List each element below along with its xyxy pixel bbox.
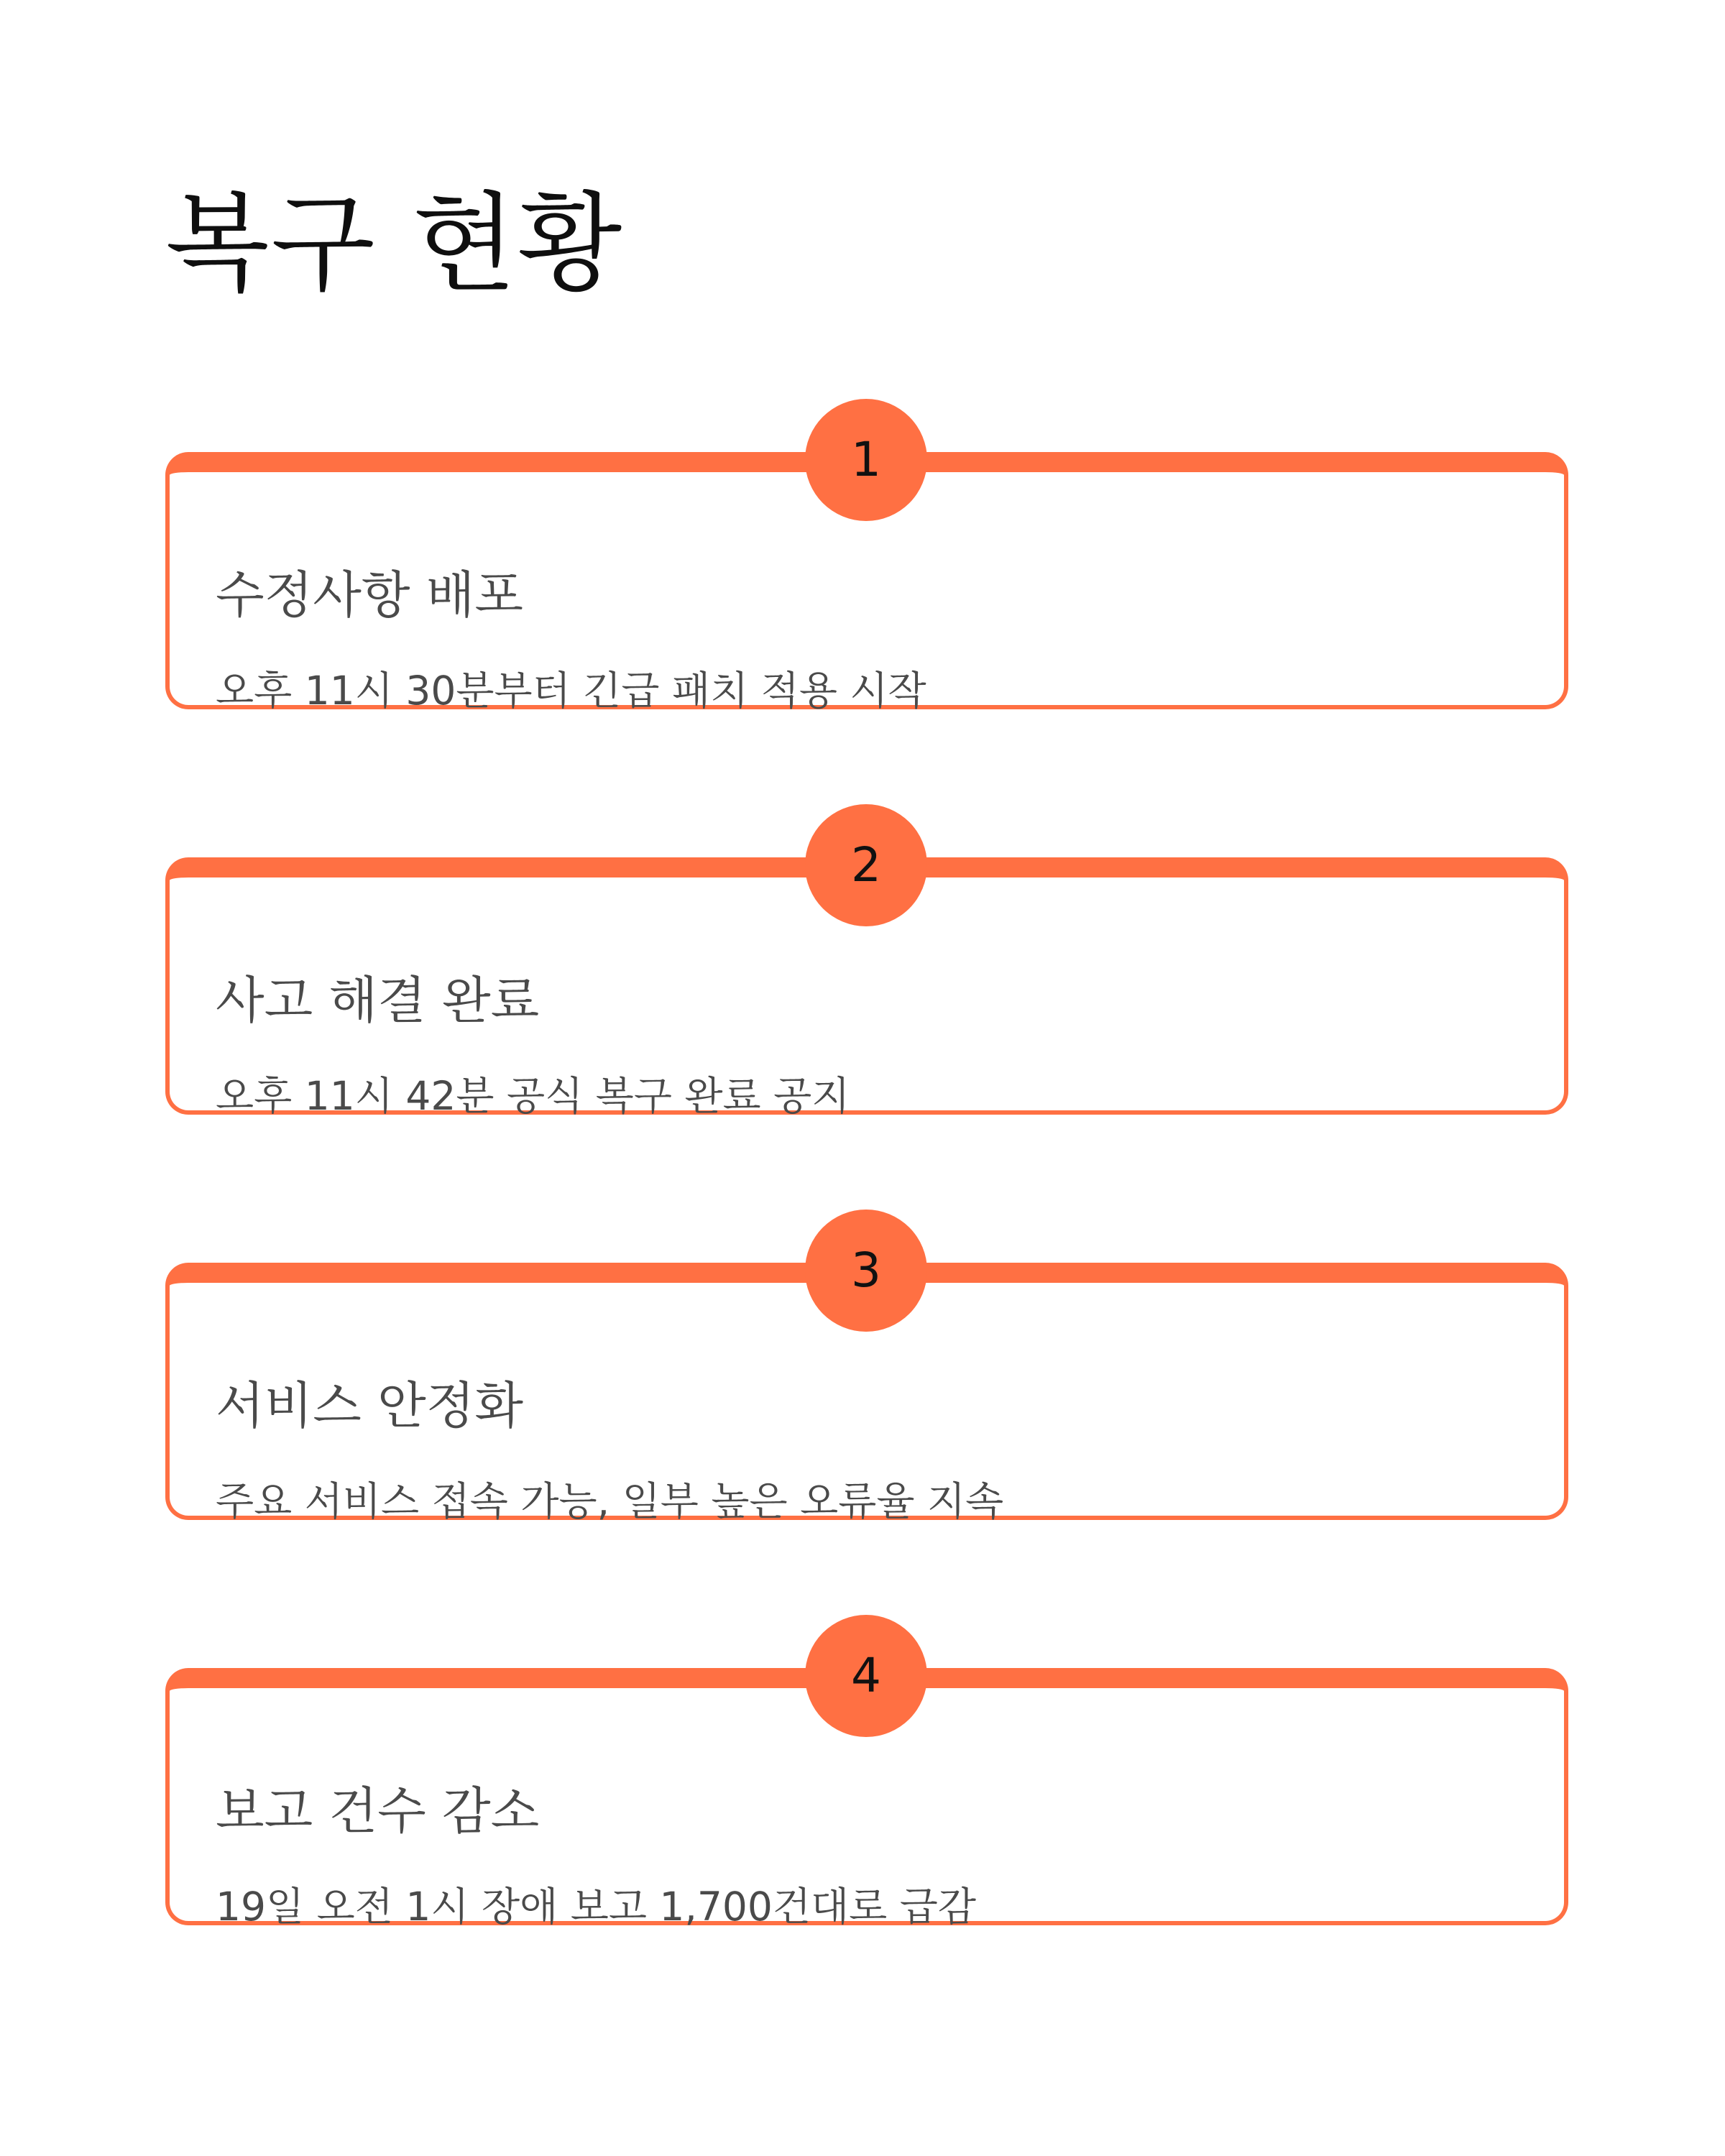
step-description-2: 오후 11시 42분 공식 복구 완료 공지	[216, 1073, 850, 1119]
recovery-step-list	[165, 399, 1568, 2020]
step-number-badge-1: 1	[805, 399, 927, 521]
step-item-3	[165, 1210, 1568, 1524]
page-title: 복구 현황	[165, 182, 624, 307]
step-number-badge-3: 3	[805, 1210, 927, 1332]
step-description-4: 19일 오전 1시 장애 보고 1,700건대로 급감	[216, 1884, 977, 1930]
step-number-badge-4: 4	[805, 1615, 927, 1737]
step-description-1: 오후 11시 30분부터 긴급 패치 적용 시작	[216, 668, 926, 714]
step-number-badge-2: 2	[805, 804, 927, 926]
step-title-2: 사고 해결 완료	[216, 971, 540, 1030]
step-description-3: 주요 서비스 접속 가능, 일부 높은 오류율 지속	[216, 1478, 1004, 1524]
step-title-1: 수정사항 배포	[216, 566, 523, 625]
step-item-4	[165, 1615, 1568, 1930]
step-title-3: 서비스 안정화	[216, 1376, 523, 1435]
step-item-2	[165, 804, 1568, 1119]
step-title-4: 보고 건수 감소	[216, 1782, 540, 1841]
step-item-1	[165, 399, 1568, 714]
